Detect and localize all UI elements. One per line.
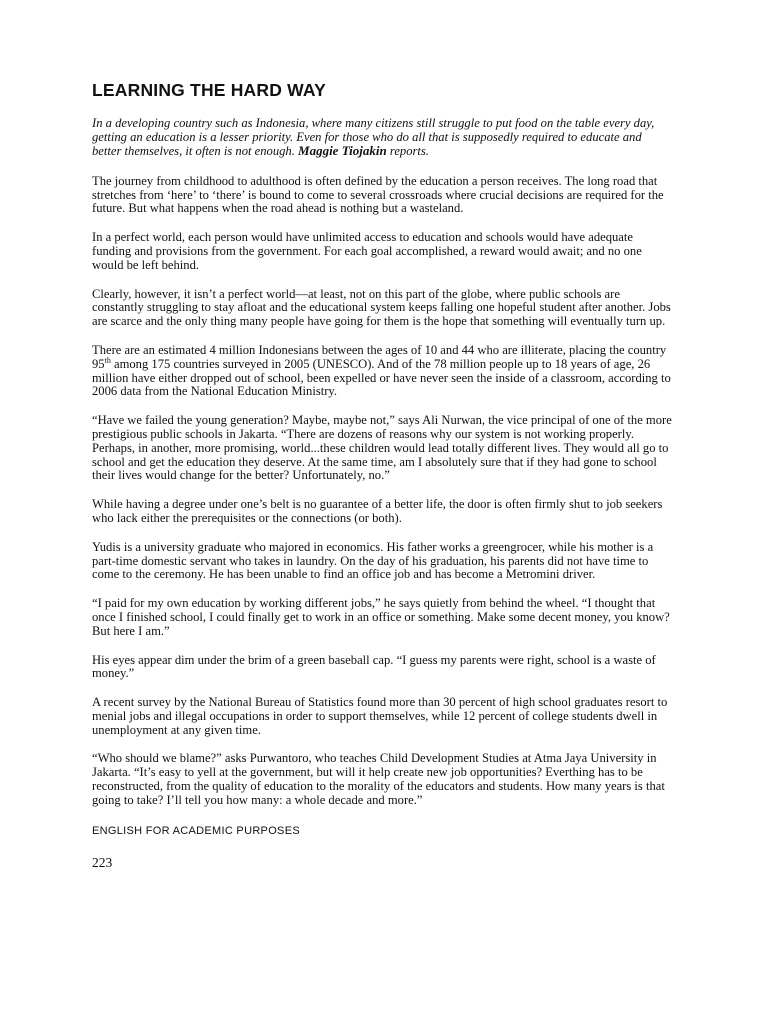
body-paragraph: While having a degree under one’s belt is no guarantee of a better life, the door is often firmly shut to job seekers who lack either the prerequisites or the connections (or both).: [92, 497, 663, 525]
statistics-paragraph: [92, 344, 674, 399]
stats-text-after: among 175 countries surveyed in 2005 (UNESCO). And of the 78 million people up to 18 years of age, 26 million have either dropped out of school, been expelled or have never seen the inside of a classroom, according to 2006 data from the National Education Ministry.: [92, 356, 671, 399]
running-footer: ENGLISH FOR ACADEMIC PURPOSES: [92, 824, 300, 837]
body-paragraph: Yudis is a university graduate who majored in economics. His father works a greengrocer, while his mother is a part-time domestic servant who takes in laundry. On the day of his graduation, his parents did not have time to come to the ceremony. He has been unable to find an office job and has become a Metromini driver.: [92, 539, 654, 582]
intro-text: In a developing country such as Indonesia, where many citizens still struggle to put food on the table every day, getting an education is a lesser priority. Even for those who do all that is supposedly required to educate and better themselves, it often is not enough.: [92, 116, 655, 159]
body-paragraph: “Have we failed the young generation? Maybe, maybe not,” says Ali Nurwan, the vice principal of one of the more prestigious public schools in Jakarta. “There are dozens of reasons why our system is not working properly. Perhaps, in another, more promising, world...these children would lead totally different lives. They would all go to school and get the education they deserve. At the same time, am I absolutely sure that if they had gone to school their lives would change for the better? Unfortunately, no.”: [92, 413, 672, 483]
ordinal-superscript: th: [104, 355, 111, 365]
body-paragraph: Clearly, however, it isn’t a perfect world—at least, not on this part of the globe, where public schools are constantly struggling to stay afloat and the educational system keeps falling one hopeful student after another. Jobs are scarce and the only thing many people have going for them is the hope that something will eventually turn up.: [92, 286, 671, 329]
body-paragraph: The journey from childhood to adulthood is often defined by the education a person receives. The long road that stretches from ‘here’ to ‘there’ is bound to come to several crossroads where crucial decisions are required for the future. But what happens when the road ahead is nothing but a wasteland.: [92, 173, 664, 216]
article-intro: [92, 117, 674, 159]
body-paragraph: A recent survey by the National Bureau of Statistics found more than 30 percent of high school graduates resort to menial jobs and illegal occupations in order to support themselves, while 12 percent of college students dwell in unemployment at any given time.: [92, 695, 668, 737]
body-paragraph: “Who should we blame?” asks Purwantoro, who teaches Child Development Studies at Atma Jaya University in Jakarta. “It’s easy to yell at the government, but will it help create new job opportunities? Everthing has to be reconstructed, from the quality of education to the morality of the educators and students. How many years is that going to take? I’ll tell you how many: a whole decade and more.”: [92, 751, 665, 807]
intro-suffix: reports.: [386, 144, 429, 159]
page-number: 223: [92, 854, 113, 870]
body-paragraph: “I paid for my own education by working different jobs,” he says quietly from behind the wheel. “I thought that once I finished school, I could finally get to work in an office or something. Make some decent money, you know? But here I am.”: [92, 596, 670, 638]
document-page: [92, 72, 674, 871]
stats-text-before: There are an estimated 4 million Indonesians between the ages of 10 and 44 who are illiterate, placing the country 95: [92, 342, 667, 371]
author-name: Maggie Tiojakin: [298, 143, 387, 159]
body-paragraph: His eyes appear dim under the brim of a green baseball cap. “I guess my parents were right, school is a waste of money.”: [92, 652, 656, 681]
body-paragraph: In a perfect world, each person would have unlimited access to education and schools would have adequate funding and provisions from the government. For each goal accomplished, a reward would await; and no one would be left behind.: [92, 230, 642, 272]
article-title: LEARNING THE HARD WAY: [92, 80, 326, 100]
